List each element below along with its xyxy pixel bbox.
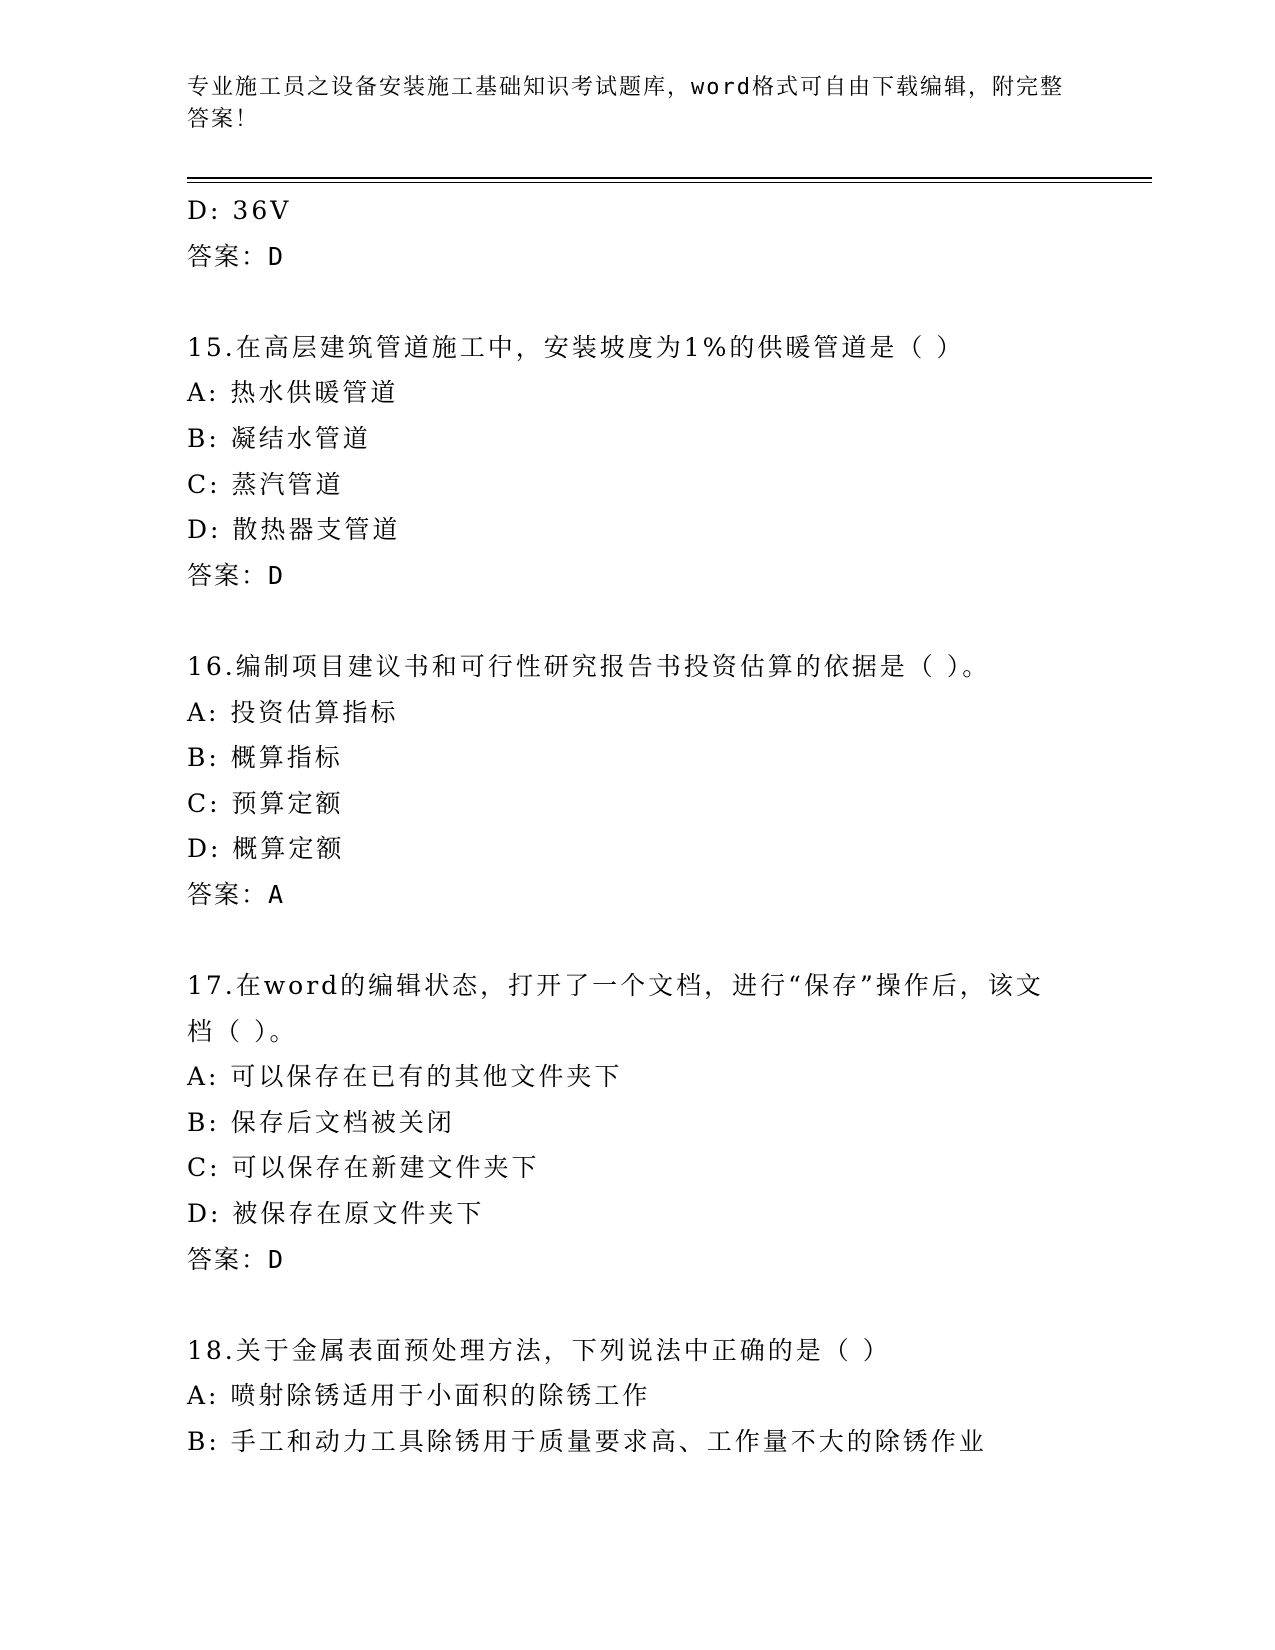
answer: 答案：D: [187, 241, 286, 271]
question-text: 18.关于金属表面预处理方法，下列说法中正确的是（ ）: [187, 1335, 891, 1365]
question-text: 17.在word的编辑状态，打开了一个文档，进行“保存”操作后，该文档（ ）。: [187, 971, 1044, 1046]
question-text: 16.编制项目建议书和可行性研究报告书投资估算的依据是（ ）。: [187, 651, 991, 681]
question-16: [187, 644, 1067, 918]
option-b: B: 手工和动力工具除锈用于质量要求高、工作量不大的除锈作业: [187, 1427, 987, 1457]
option-d: D: 概算定额: [187, 834, 345, 864]
question-17: [187, 963, 1067, 1282]
option-b: B: 凝结水管道: [187, 423, 371, 453]
document-body: [187, 188, 1067, 1465]
question-text: 15.在高层建筑管道施工中，安装坡度为1%的供暖管道是（ ）: [187, 332, 965, 362]
page-header: 专业施工员之设备安装施工基础知识考试题库，word格式可自由下载编辑，附完整答案！: [187, 75, 1064, 132]
option-c: C: 蒸汽管道: [187, 469, 344, 499]
option-b: B: 保存后文档被关闭: [187, 1107, 455, 1137]
header-divider: [187, 177, 1152, 179]
option-a: A: 热水供暖管道: [187, 378, 399, 408]
question-18: [187, 1328, 1067, 1465]
spacer: [187, 918, 1067, 964]
answer: 答案：D: [187, 1244, 286, 1274]
option-a: A: 喷射除锈适用于小面积的除锈工作: [187, 1381, 651, 1411]
option-b: B: 概算指标: [187, 743, 343, 773]
spacer: [187, 1282, 1067, 1328]
question-15: [187, 325, 1067, 599]
spacer: [187, 598, 1067, 644]
option-d: D: 被保存在原文件夹下: [187, 1199, 485, 1229]
header-divider-thin: [187, 182, 1152, 183]
answer: 答案：A: [187, 879, 286, 909]
option-d: D: 36V: [187, 196, 292, 225]
option-a: A: 投资估算指标: [187, 697, 399, 727]
option-a: A: 可以保存在已有的其他文件夹下: [187, 1062, 623, 1092]
option-c: C: 预算定额: [187, 788, 344, 818]
spacer: [187, 279, 1067, 325]
option-d: D: 散热器支管道: [187, 515, 401, 545]
answer: 答案：D: [187, 560, 286, 590]
option-c: C: 可以保存在新建文件夹下: [187, 1153, 540, 1183]
